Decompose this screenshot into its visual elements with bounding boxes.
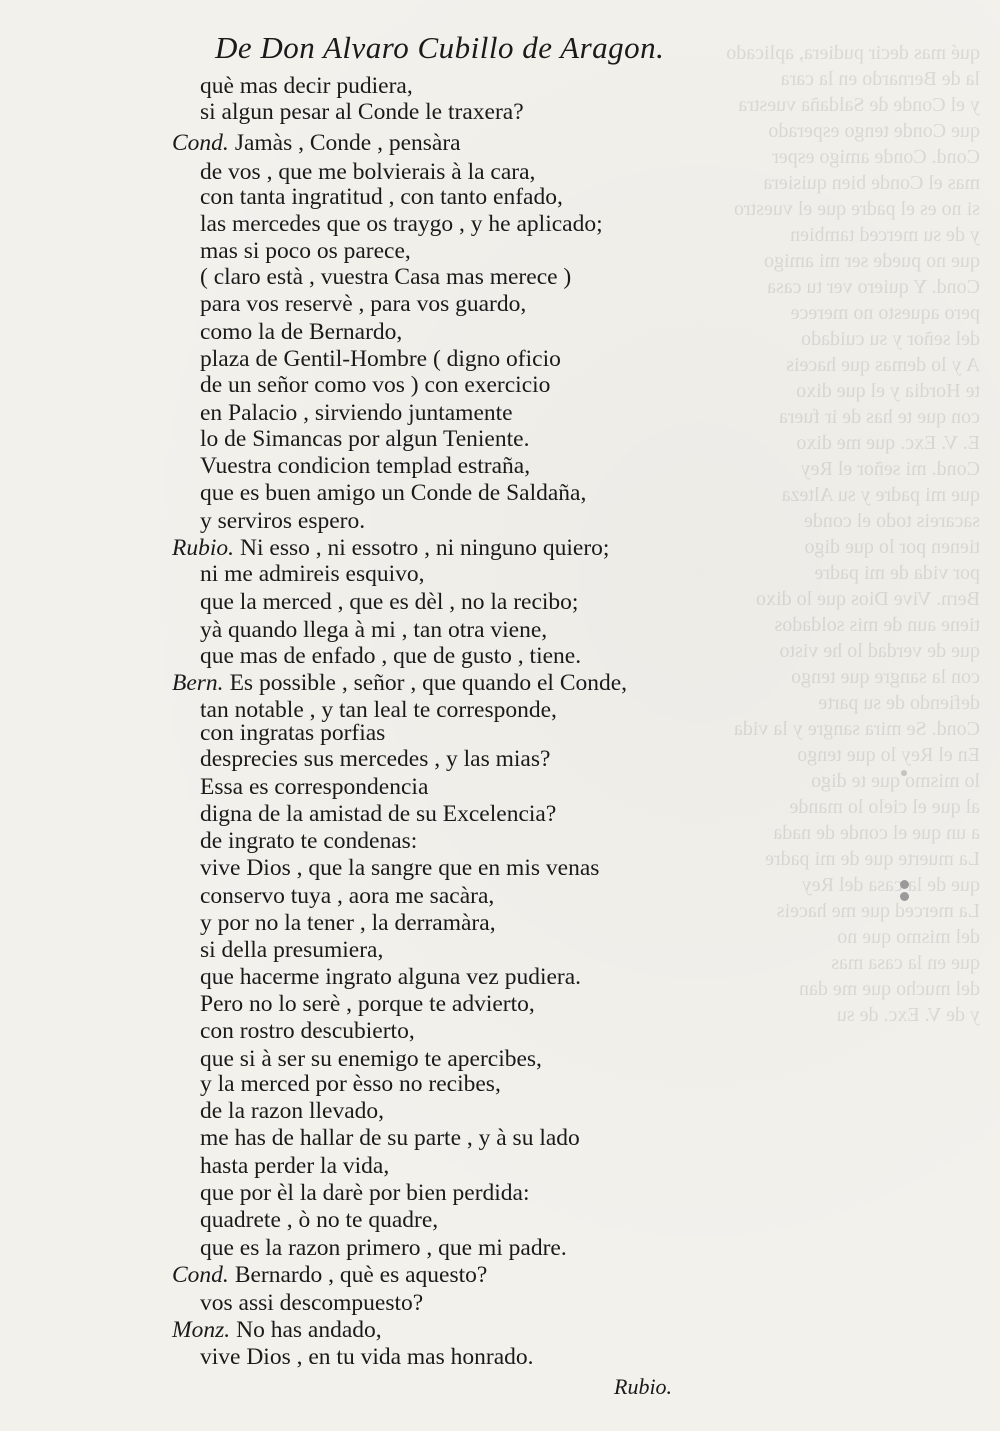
verse-line — [200, 184, 563, 211]
line-text: que mas de enfado , que de gusto , tiene. — [200, 643, 582, 669]
verse-line — [200, 372, 550, 399]
line-text: Es possible , señor , que quando el Conde, — [229, 670, 628, 696]
verse-line — [200, 643, 581, 670]
verse-line — [200, 964, 581, 991]
line-text: No has andado, — [236, 1317, 382, 1343]
line-text: de la razon llevado, — [200, 1098, 384, 1124]
line-text: y por no la tener , la derramàra, — [200, 910, 496, 936]
line-text: Pero no lo serè , porque te advierto, — [200, 991, 535, 1017]
verse-line — [200, 774, 428, 801]
speaker-label: Cond. — [172, 130, 229, 156]
verse-line — [200, 426, 529, 453]
speech-line-with-speaker — [172, 535, 609, 562]
line-text: Jamàs , Conde , pensàra — [234, 130, 461, 156]
line-text: y serviros espero. — [200, 508, 366, 534]
line-text: yà quando llega à mi , tan otra viene, — [200, 617, 548, 643]
line-text: en Palacio , sirviendo juntamente — [200, 400, 513, 426]
speaker-label: Bern. — [172, 670, 224, 696]
line-text: quadrete , ò no te quadre, — [200, 1207, 439, 1233]
verse-line — [200, 1018, 415, 1045]
verse-line — [200, 73, 413, 100]
verse-line — [200, 319, 402, 346]
verse-line — [200, 1180, 530, 1207]
line-text: que hacerme ingrato alguna vez pudiera. — [200, 964, 582, 990]
verse-line — [200, 589, 578, 616]
line-text: si algun pesar al Conde le traxera? — [200, 99, 524, 125]
verse-line — [200, 1207, 438, 1234]
verse-line — [200, 561, 425, 588]
verse-line — [200, 1235, 567, 1262]
ink-spot — [900, 880, 909, 889]
line-text: para vos reservè , para vos guardo, — [200, 291, 527, 317]
line-text: de vos , que me bolvierais à la cara, — [200, 159, 536, 185]
line-text: de ingrato te condenas: — [200, 828, 418, 854]
verse-line — [200, 453, 530, 480]
line-text: que es la razon primero , que mi padre. — [200, 1235, 567, 1261]
verse-line — [200, 508, 365, 535]
line-text: Bernardo , què es aquesto? — [234, 1262, 488, 1288]
catchword: Rubio. — [614, 1374, 673, 1399]
line-text: Ni esso , ni essotro , ni ninguno quiero; — [240, 535, 610, 561]
verse-line — [200, 883, 494, 910]
speaker-label: Monz. — [172, 1317, 231, 1343]
verse-line — [200, 746, 550, 773]
verse-line — [200, 1046, 542, 1073]
line-text: que por èl la darè por bien perdida: — [200, 1180, 530, 1206]
verse-line — [200, 855, 599, 882]
line-text: Essa es correspondencia — [200, 774, 429, 800]
line-text: me has de hallar de su parte , y à su lado — [200, 1125, 580, 1151]
verse-line — [200, 238, 411, 265]
line-text: con ingratas porfias — [200, 720, 386, 746]
line-text: las mercedes que os traygo , y he aplicado; — [200, 211, 603, 237]
line-text: y la merced por èsso no recibes, — [200, 1071, 501, 1097]
verse-line — [200, 1125, 580, 1152]
line-text: de un señor como vos ) con exercicio — [200, 372, 551, 398]
verse-line — [200, 211, 603, 238]
verse-line — [200, 159, 535, 186]
line-text: desprecies sus mercedes , y las mias? — [200, 746, 551, 772]
verse-line — [200, 264, 571, 291]
speaker-label: Cond. — [172, 1262, 229, 1288]
line-text: mas si poco os parece, — [200, 238, 411, 264]
line-text: tan notable , y tan leal te corresponde, — [200, 697, 557, 723]
line-text: lo de Simancas por algun Teniente. — [200, 426, 530, 452]
speech-line-with-speaker — [172, 1317, 382, 1344]
verse-line — [200, 828, 417, 855]
speaker-label: Rubio. — [172, 535, 235, 561]
line-text: hasta perder la vida, — [200, 1153, 390, 1179]
line-text: que si à ser su enemigo te apercibes, — [200, 1046, 542, 1072]
verse-line — [200, 291, 526, 318]
verse-line — [200, 720, 385, 747]
line-text: que la merced , que es dèl , no la recibo; — [200, 589, 579, 615]
line-text: Vuestra condicion templad estraña, — [200, 453, 531, 479]
speech-line-with-speaker — [172, 130, 461, 157]
line-text: vive Dios , en tu vida mas honrado. — [200, 1344, 534, 1370]
line-text: plaza de Gentil-Hombre ( digno oficio — [200, 346, 561, 372]
verse-line — [200, 480, 586, 507]
line-text: ni me admireis esquivo, — [200, 561, 425, 587]
speech-line-with-speaker — [172, 1262, 487, 1289]
line-text: con tanta ingratitud , con tanto enfado, — [200, 184, 563, 210]
ink-spot — [900, 892, 909, 901]
line-text: vive Dios , que la sangre que en mis venas — [200, 855, 600, 881]
verse-line — [200, 801, 556, 828]
running-head: De Don Alvaro Cubillo de Aragon. — [215, 30, 665, 65]
ink-spot — [901, 770, 907, 776]
line-text: con rostro descubierto, — [200, 1018, 415, 1044]
line-text: que es buen amigo un Conde de Saldaña, — [200, 480, 587, 506]
verse-line — [200, 991, 535, 1018]
verse-line — [200, 1098, 384, 1125]
verse-line — [200, 400, 513, 427]
line-text: si della presumiera, — [200, 937, 384, 963]
verse-line — [200, 1153, 389, 1180]
speech-line-with-speaker — [172, 670, 627, 697]
line-text: digna de la amistad de su Excelencia? — [200, 801, 557, 827]
verse-line — [200, 910, 496, 937]
line-text: què mas decir pudiera, — [200, 73, 413, 99]
verse-line — [200, 1344, 534, 1371]
verse-line — [200, 1071, 501, 1098]
verse-line — [200, 99, 524, 126]
verse-line — [200, 1290, 423, 1317]
verse-line — [200, 937, 383, 964]
verse-line — [200, 617, 547, 644]
verse-line — [200, 346, 561, 373]
line-text: conservo tuya , aora me sacàra, — [200, 883, 495, 909]
line-text: como la de Bernardo, — [200, 319, 403, 345]
line-text: vos assi descompuesto? — [200, 1290, 424, 1316]
line-text: ( claro està , vuestra Casa mas merece ) — [200, 264, 572, 290]
bleed-through-text: qué mas decir pudiera, aplicado la de Bernardo en la cara y el Conde de Saldaña vuestra que Conde tengo esperado Cond. Conde amigo esper mas el Conde bien quisiera si no es el padre que el vuestro y de su merced tambien que no puede ser mi amigo Cond. Y quiero ver tu casa pero aquesto no merece del señor y su cuidado A y lo demas que haceis te Hordia y el que dixo con que te has de ir fuera E. V. Exc. que me dixo Cond. mi señor el Rey que mi padre y su Alteza sacareis todo el conde tienen por lo que digo por vida de mi padre Bern. Vive Dios que lo dixo tiene aun de mis soldados que de verdad lo he visto con la sangre que tengo defiendo de su parte Cond. Se mira sangre y la vida En el Rey lo que tengo lo mismo que te digo al que el cielo lo mande a un que el conde de nada La muerte que de mi padre que de la casa del Rey La merced que me haceis del mismo que no que en la casa mas del mucho que me dan y de V. Exc. de su — [726, 42, 980, 1026]
